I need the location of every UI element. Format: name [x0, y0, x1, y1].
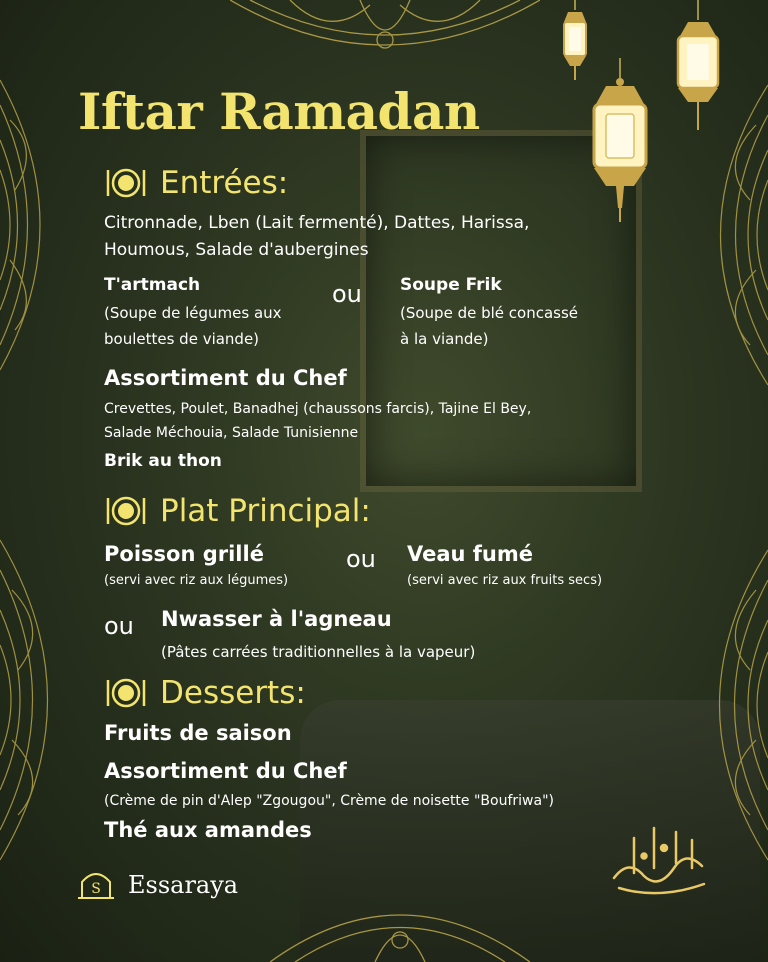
lantern-icon	[586, 58, 654, 224]
dish-description-line: boulettes de viande)	[104, 330, 260, 348]
svg-text:S: S	[91, 881, 101, 897]
dish-description-line: (Soupe de blé concassé	[400, 304, 579, 322]
left-top-mandala-ornament	[0, 60, 70, 390]
dish-description	[104, 300, 282, 352]
page-title: Iftar Ramadan	[78, 82, 480, 141]
dessert-item: Thé aux amandes	[104, 818, 312, 842]
dish-description	[104, 397, 531, 445]
dish-name: Nwasser à l'agneau	[161, 607, 392, 631]
entrees-list	[104, 210, 529, 264]
brand-name: Essaraya	[128, 871, 239, 899]
section-desserts-heading	[104, 675, 306, 711]
dish-description: (servi avec riz aux légumes)	[104, 573, 289, 588]
section-title: Entrées:	[160, 165, 289, 201]
section-entrees-heading	[104, 165, 288, 201]
or-separator: ou	[346, 545, 376, 573]
dish-name: Brik au thon	[104, 451, 222, 471]
dish-description	[400, 300, 578, 352]
bottom-mandala-ornament	[270, 888, 530, 962]
dessert-item: Fruits de saison	[104, 721, 292, 745]
dish-name: Soupe Frik	[400, 275, 502, 295]
or-separator: ou	[104, 612, 134, 640]
plate-cutlery-icon	[104, 676, 148, 710]
left-bottom-mandala-ornament	[0, 530, 80, 870]
section-plat-heading	[104, 493, 371, 529]
section-title: Plat Principal:	[160, 493, 371, 529]
dish-name: T'artmach	[104, 275, 201, 295]
dish-name: Poisson grillé	[104, 542, 264, 566]
lantern-icon	[672, 0, 724, 134]
dessert-description: (Crème de pin d'Alep "Zgougou", Crème de noisette "Boufriwa")	[104, 793, 554, 809]
entrees-list-line: Citronnade, Lben (Lait fermenté), Dattes, Harissa,	[104, 213, 530, 233]
essaraya-logo-icon	[76, 868, 116, 902]
section-title: Desserts:	[160, 675, 306, 711]
or-separator: ou	[332, 280, 362, 308]
dish-description-line: Crevettes, Poulet, Banadhej (chaussons farcis), Tajine El Bey,	[104, 401, 532, 417]
top-mandala-ornament	[230, 0, 540, 60]
brand	[76, 868, 238, 902]
dish-name: Assortiment du Chef	[104, 366, 347, 390]
dish-name: Veau fumé	[407, 542, 533, 566]
dish-description: (Pâtes carrées traditionnelles à la vapeur)	[161, 643, 476, 661]
dish-description-line: à la viande)	[400, 330, 489, 348]
dessert-item: Assortiment du Chef	[104, 759, 347, 783]
plate-cutlery-icon	[104, 494, 148, 528]
entrees-list-line: Houmous, Salade d'aubergines	[104, 240, 369, 260]
dish-description-line: (Soupe de légumes aux	[104, 304, 282, 322]
ramadan-mubarak-calligraphy	[604, 818, 714, 898]
dish-description-line: Salade Méchouia, Salade Tunisienne	[104, 425, 359, 441]
plate-cutlery-icon	[104, 166, 148, 200]
dish-description: (servi avec riz aux fruits secs)	[407, 573, 603, 588]
